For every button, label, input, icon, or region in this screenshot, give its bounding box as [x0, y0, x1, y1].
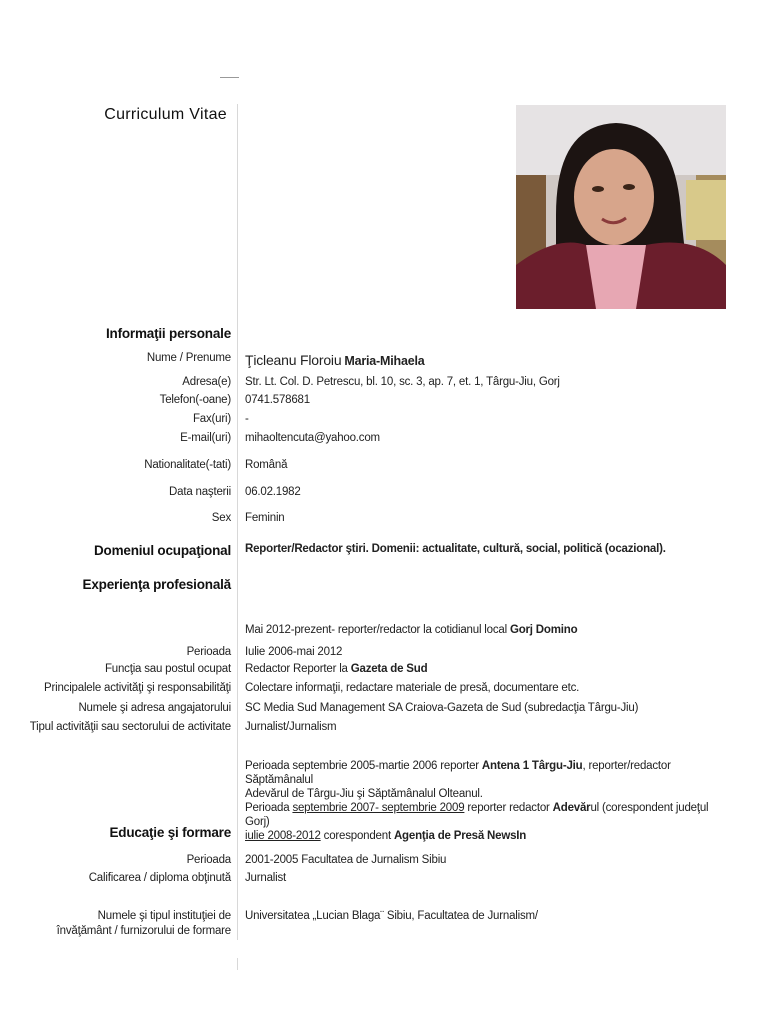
current-job-text: Mai 2012-prezent- reporter/redactor la cotidianul local — [245, 624, 510, 636]
exp-line-2: Adevărul de Târgu-Jiu şi Săptămânalul Olteanul. — [245, 788, 483, 800]
current-job — [245, 624, 577, 636]
function-label: Funcţia sau postul ocupat — [104, 663, 231, 675]
column-divider-footer — [237, 958, 238, 970]
function-text: Redactor Reporter la — [245, 663, 351, 675]
qualification-label: Calificarea / diploma obţinută — [88, 872, 231, 884]
exp-line-4: iulie 2008-2012 corespondent Agenţia de Presă NewsIn — [245, 830, 527, 842]
function-employer: Gazeta de Sud — [350, 663, 428, 675]
profile-photo — [516, 105, 726, 309]
phone-label: Telefon(-oane) — [159, 394, 231, 406]
experience-paragraph — [245, 759, 735, 843]
sector-label: Tipul activităţii sau sectorului de activitate — [29, 721, 231, 733]
exp-period-value: Iulie 2006-mai 2012 — [245, 646, 343, 658]
current-employer: Gorj Domino — [509, 624, 578, 636]
column-divider — [237, 104, 238, 940]
institution-label: Numele şi tipul instituţiei de învăţământ / furnizorului de formare — [56, 910, 231, 937]
exp-period-label: Perioada — [186, 646, 231, 658]
activities-value: Colectare informaţii, redactare materiale de presă, documentare etc. — [245, 682, 580, 694]
birth-date-label: Data naşterii — [169, 486, 231, 498]
personal-info-heading: Informaţii personale — [105, 326, 231, 341]
exp-line-3: Perioada septembrie 2007- septembrie 2009 reporter redactor Adevărul (corespondent judeţul Gorj) — [245, 802, 709, 828]
sex-label: Sex — [211, 512, 231, 524]
experience-heading: Experienţa profesională — [82, 577, 231, 592]
exp-line-1: Perioada septembrie 2005-martie 2006 reporter Antena 1 Târgu-Jiu, reporter/redactor Săptămânalul — [245, 760, 671, 786]
email-label: E-mail(uri) — [180, 432, 231, 444]
occupational-value: Reporter/Redactor ştiri. Domenii: actualitate, cultură, social, politică (ocazional). — [245, 543, 666, 555]
employer-value: SC Media Sud Management SA Craiova-Gazeta de Sud (subredacţia Târgu-Jiu) — [245, 702, 639, 714]
education-heading: Educaţie şi formare — [109, 825, 231, 840]
institution-value: Universitatea „Lucian Blaga¨ Sibiu, Facultatea de Jurnalism/ — [245, 910, 538, 922]
nationality-value: Română — [245, 459, 288, 471]
qualification-value: Jurnalist — [245, 872, 287, 884]
name-given: Maria-Mihaela — [344, 354, 425, 368]
email-value[interactable]: mihaoltencuta@yahoo.com — [245, 432, 380, 444]
sex-value: Feminin — [245, 512, 285, 524]
function-value — [245, 663, 427, 675]
activities-label: Principalele activităţi şi responsabilităţi — [44, 682, 231, 694]
full-name — [245, 352, 424, 368]
top-rule — [220, 77, 239, 78]
cv-title: Curriculum Vitae — [104, 106, 227, 123]
phone-value: 0741.578681 — [245, 394, 310, 406]
edu-period-label: Perioada — [186, 854, 231, 866]
sector-value: Jurnalist/Jurnalism — [245, 721, 337, 733]
address-value: Str. Lt. Col. D. Petrescu, bl. 10, sc. 3, ap. 7, et. 1, Târgu-Jiu, Gorj — [245, 376, 560, 388]
name-label: Nume / Prenume — [146, 352, 231, 364]
portrait-image — [516, 105, 726, 309]
address-label: Adresa(e) — [182, 376, 231, 388]
occupational-heading: Domeniul ocupaţional — [93, 543, 231, 558]
name-family: Ţicleanu Floroiu — [245, 352, 342, 368]
birth-date-value: 06.02.1982 — [245, 486, 301, 498]
employer-label: Numele şi adresa angajatorului — [78, 702, 231, 714]
fax-value: - — [245, 413, 249, 425]
edu-period-value: 2001-2005 Facultatea de Jurnalism Sibiu — [245, 854, 447, 866]
fax-label: Fax(uri) — [192, 413, 231, 425]
nationality-label: Nationalitate(-tati) — [144, 459, 231, 471]
